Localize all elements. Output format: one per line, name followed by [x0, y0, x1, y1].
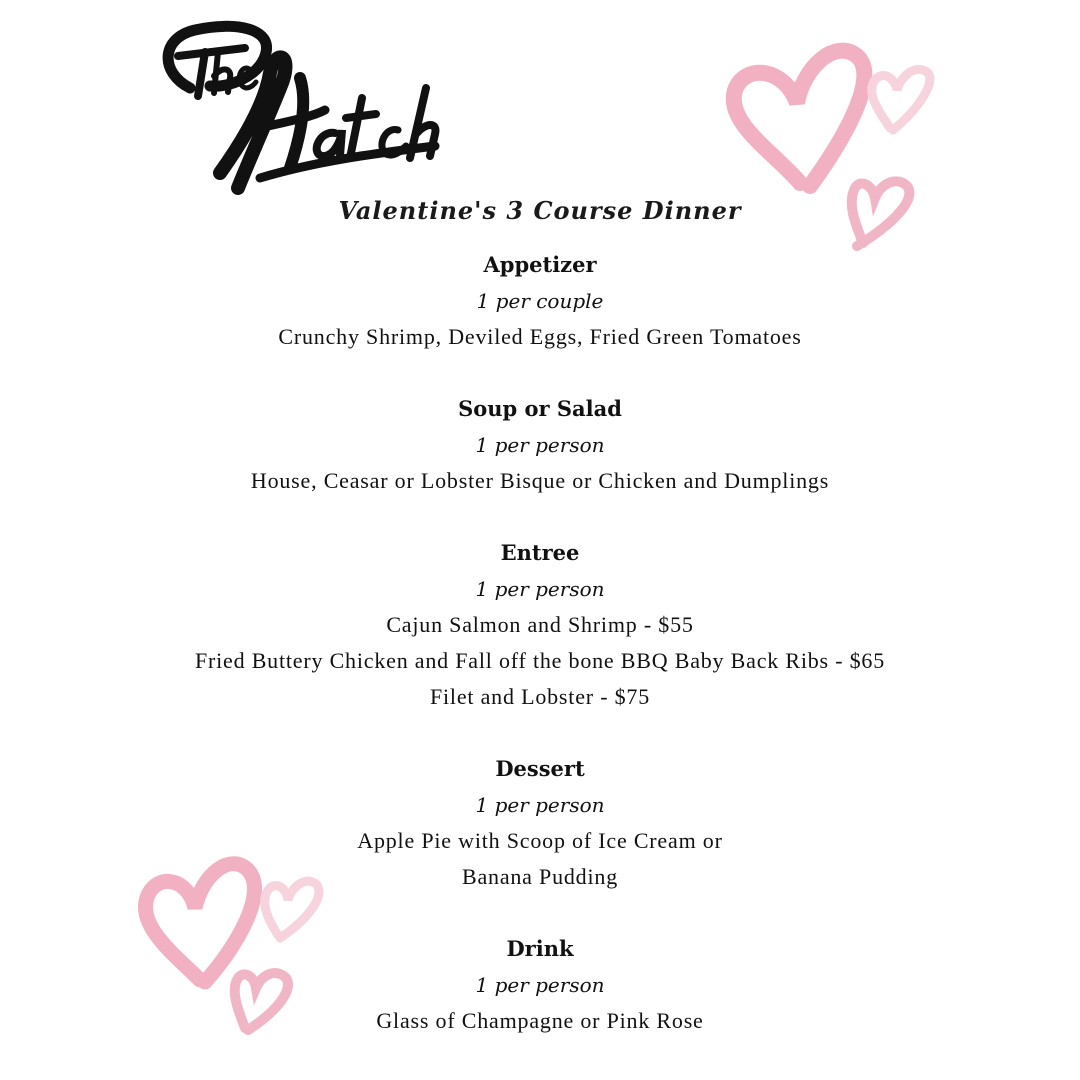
section-soup-or-salad: [0, 391, 1080, 499]
section-heading: Soup or Salad: [458, 396, 622, 421]
section-appetizer: [0, 247, 1080, 355]
menu-item: Filet and Lobster - $75: [429, 684, 651, 709]
section-heading: Dessert: [495, 756, 585, 781]
menu-item: Apple Pie with Scoop of Ice Cream or: [357, 828, 723, 853]
section-dessert: [0, 751, 1080, 895]
brand-logo: [150, 18, 450, 203]
menu-item: Crunchy Shrimp, Deviled Eggs, Fried Green Tomatoes: [278, 324, 802, 349]
heart-icon: [872, 69, 930, 130]
menu-item: House, Ceasar or Lobster Bisque or Chicken and Dumplings: [250, 468, 830, 493]
section-note: 1 per person: [475, 433, 605, 457]
section-heading: Appetizer: [483, 252, 597, 277]
menu-item: Banana Pudding: [461, 864, 618, 889]
section-note: 1 per person: [475, 793, 605, 817]
section-note: 1 per person: [475, 973, 605, 997]
heart-icon: [734, 51, 865, 186]
section-note: 1 per person: [475, 577, 605, 601]
menu-title: Valentine's 3 Course Dinner: [338, 196, 742, 225]
section-note: 1 per couple: [476, 289, 604, 313]
menu-item: Cajun Salmon and Shrimp - $55: [386, 612, 694, 637]
section-heading: Entree: [500, 540, 580, 565]
section-heading: Drink: [506, 936, 574, 961]
menu-item: Glass of Champagne or Pink Rose: [376, 1008, 704, 1033]
menu-sections: [0, 247, 1080, 1075]
menu-item: Fried Buttery Chicken and Fall off the bone BBQ Baby Back Ribs - $65: [194, 648, 886, 673]
section-entree: [0, 535, 1080, 715]
section-drink: [0, 931, 1080, 1039]
